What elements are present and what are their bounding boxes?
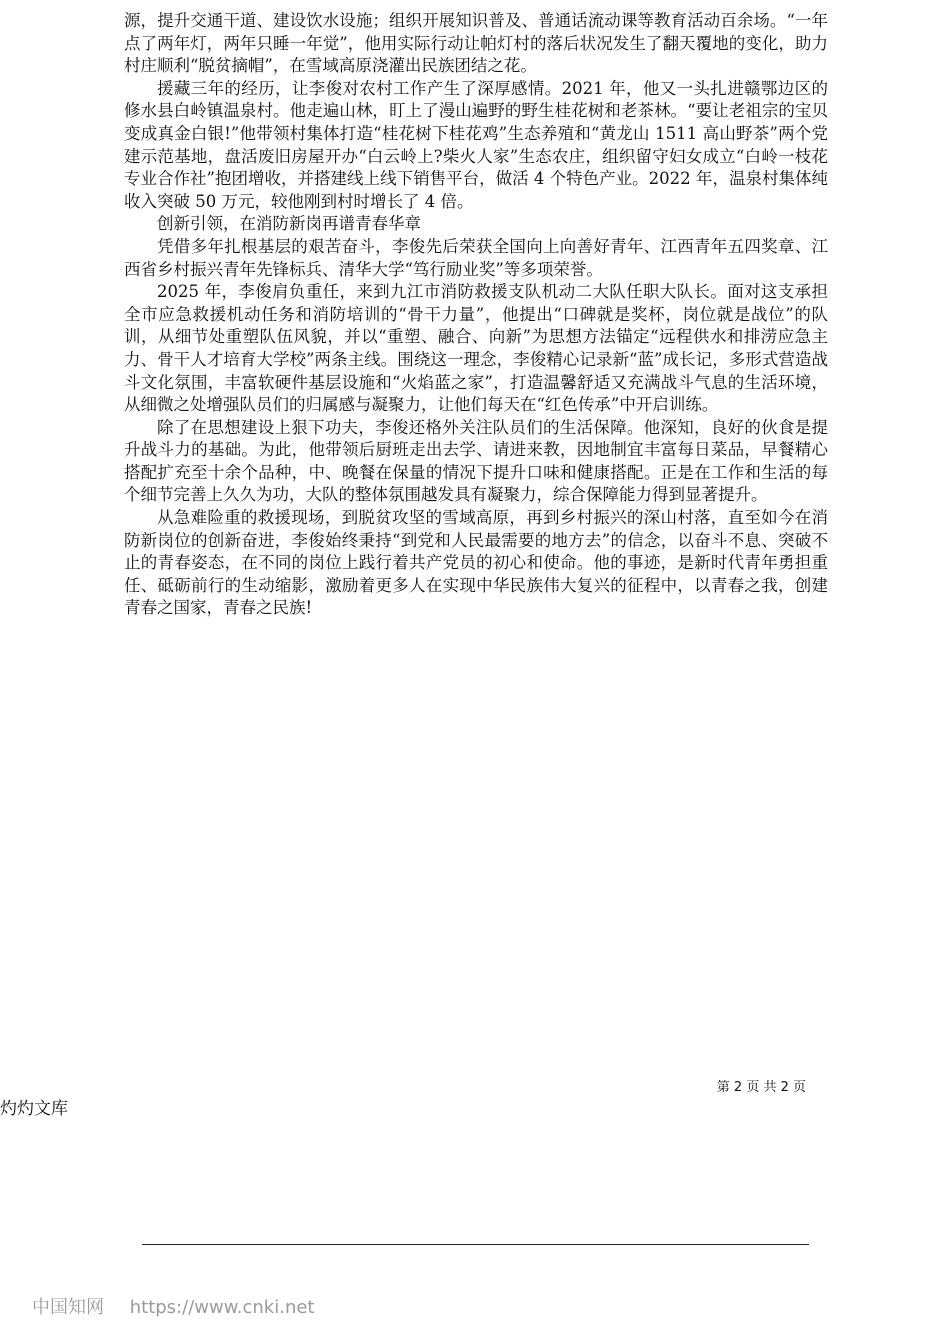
footer-divider: [142, 1244, 809, 1245]
section-heading: 创新引领，在消防新岗再谱青春华章: [157, 214, 421, 234]
paragraph-tibet-experience: 援藏三年的经历，让李俊对农村工作产生了深厚感情。2021 年，他又一头扎进赣鄂边区的修水县白岭镇温泉村。他走遍山林，盯上了漫山遍野的野生桂花树和老茶林。“要让老祖宗的宝贝变成真金白银!”他带领村集体打造“桂花树下桂花鸡”生态养殖和“黄龙山 1511 高山野茶”两个党建示范基地，盘活废旧房屋开办“白云岭上?柴火人家”生态农庄，组织留守妇女成立“白岭一枝花专业合作社”抱团增收，并搭建线上线下销售平台，做活 4 个特色产业。2022 年，温泉村集体纯收入突破 50 万元，较他刚到村时增长了 4 倍。: [124, 78, 828, 211]
footer-brand: [32, 1293, 314, 1319]
footer-site-name: 中国知网: [32, 1297, 104, 1318]
page-number: 第 2 页 共 2 页: [716, 1080, 806, 1095]
article-body: [124, 10, 828, 620]
library-watermark: 灼灼文库: [0, 1099, 68, 1119]
paragraph-logistics: 除了在思想建设上狠下功夫，李俊还格外关注队员们的生活保障。他深知，良好的伙食是提升战斗力的基础。为此，他带领后厨班走出去学、请进来教，因地制宜丰富每日菜品，早餐精心搭配扩充至十余个品种，中、晚餐在保量的情况下提升口味和健康搭配。正是在工作和生活的每个细节完善上久久为功，大队的整体氛围越发具有凝聚力，综合保障能力得到显著提升。: [124, 417, 828, 505]
paragraph-fire-brigade: 2025 年，李俊肩负重任，来到九江市消防救援支队机动二大队任职大队长。面对这支承担全市应急救援机动任务和消防培训的“骨干力量”，他提出“口碑就是奖杯，岗位就是战位”的队训，从细节处重塑队伍风貌，并以“重塑、融合、向新”为思想方法锚定“远程供水和排涝应急主力、骨干人才培育大学校”两条主线。围绕这一理念，李俊精心记录新“蓝”成长记，多形式营造战斗文化氛围，丰富软硬件基层设施和“火焰蓝之家”，打造温馨舒适又充满战斗气息的生活环境，从细微之处增强队员们的归属感与凝聚力，让他们每天在“红色传承”中开启训练。: [124, 282, 828, 415]
footer-url[interactable]: https://www.cnki.net: [129, 1297, 315, 1318]
paragraph-continuation: 源，提升交通干道、建设饮水设施；组织开展知识普及、普通话流动课等教育活动百余场。“一年点了两年灯，两年只睡一年觉”，他用实际行动让帕灯村的落后状况发生了翻天覆地的变化，助力村庄顺利“脱贫摘帽”，在雪域高原浇灌出民族团结之花。: [124, 11, 828, 76]
paragraph-conclusion: 从急难险重的救援现场，到脱贫攻坚的雪域高原，再到乡村振兴的深山村落，直至如今在消防新岗位的创新奋进，李俊始终秉持“到党和人民最需要的地方去”的信念，以奋斗不息、突破不止的青春姿态，在不同的岗位上践行着共产党员的初心和使命。他的事迹，是新时代青年勇担重任、砥砺前行的生动缩影，激励着更多人在实现中华民族伟大复兴的征程中，以青春之我，创建青春之国家，青春之民族!: [124, 508, 828, 618]
paragraph-honors: 凭借多年扎根基层的艰苦奋斗，李俊先后荣获全国向上向善好青年、江西青年五四奖章、江西省乡村振兴青年先锋标兵、清华大学“笃行励业奖”等多项荣誉。: [124, 236, 828, 279]
